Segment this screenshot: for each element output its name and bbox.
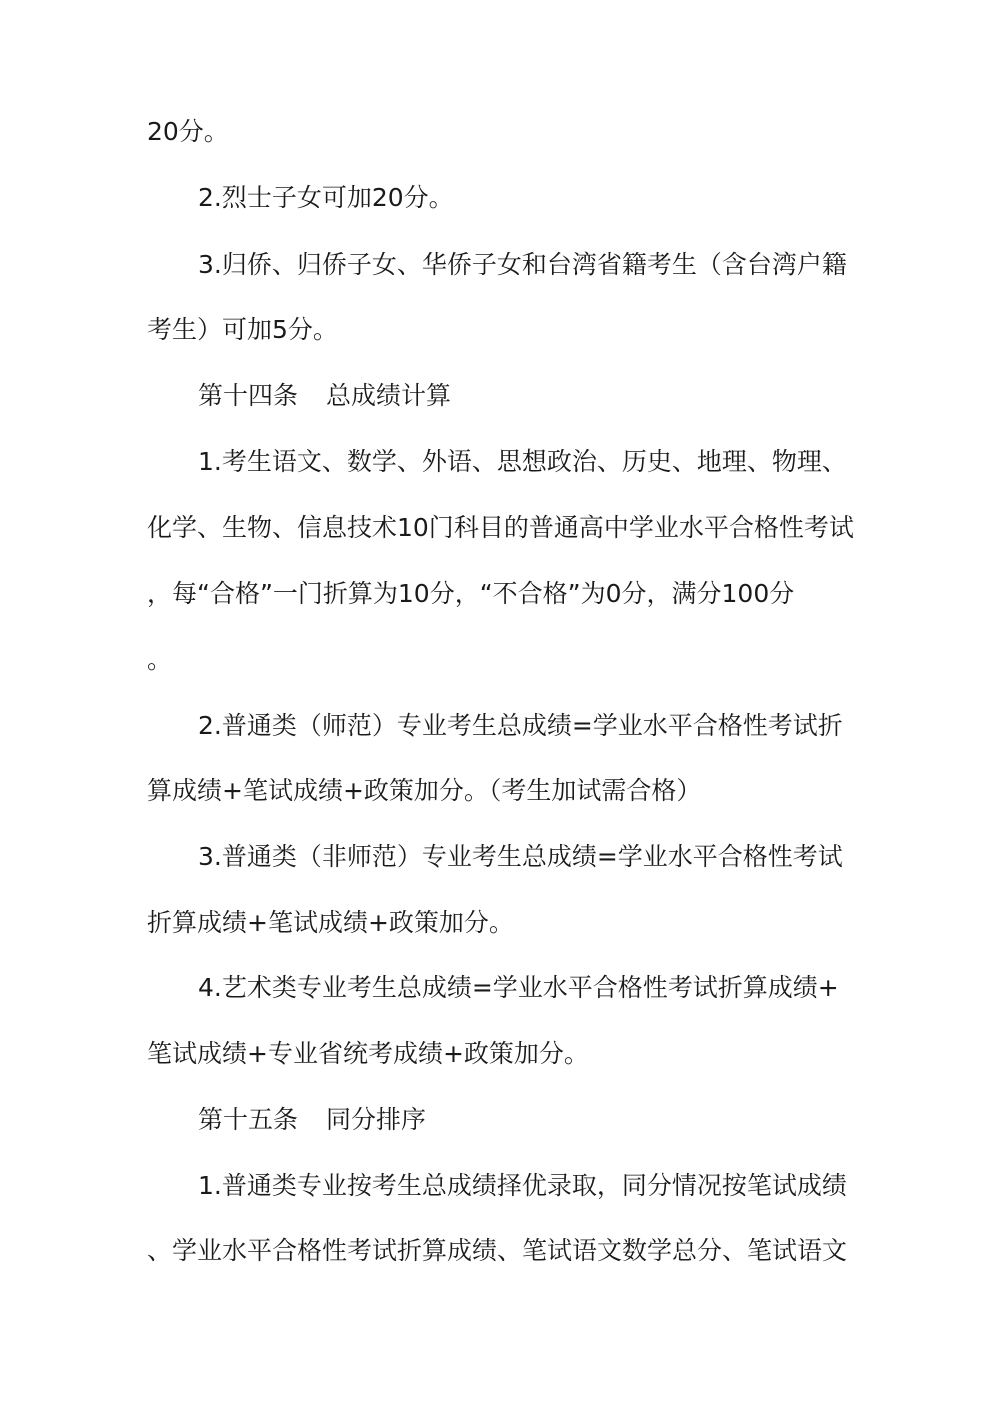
paragraph-line: 算成绩+笔试成绩+政策加分。（考生加试需合格）: [147, 776, 702, 805]
article-14-title: 总成绩计算: [326, 381, 452, 410]
paragraph-line: 折算成绩+笔试成绩+政策加分。: [147, 908, 514, 937]
paragraph-line: 考生）可加5分。: [147, 315, 338, 344]
paragraph-line: 20分。: [147, 117, 229, 146]
article-15-title: 同分排序: [326, 1105, 427, 1134]
paragraph-line: 化学、生物、信息技术10门科目的普通高中学业水平合格性考试: [147, 513, 854, 542]
paragraph-line: 1.普通类专业按考生总成绩择优录取，同分情况按笔试成绩: [198, 1171, 847, 1200]
paragraph-line: 笔试成绩+专业省统考成绩+政策加分。: [147, 1039, 589, 1068]
paragraph-line: 2.普通类（师范）专业考生总成绩=学业水平合格性考试折: [198, 711, 843, 740]
paragraph-line: 1.考生语文、数学、外语、思想政治、历史、地理、物理、: [198, 447, 847, 476]
paragraph-line: 。: [147, 645, 173, 674]
article-14-number: 第十四条: [198, 381, 299, 410]
paragraph-line: 、学业水平合格性考试折算成绩、笔试语文数学总分、笔试语文: [147, 1236, 848, 1265]
article-15-number: 第十五条: [198, 1105, 299, 1134]
paragraph-line: 3.归侨、归侨子女、华侨子女和台湾省籍考生（含台湾户籍: [198, 250, 847, 279]
article-15-heading: [198, 1103, 426, 1137]
paragraph-line: 2.烈士子女可加20分。: [198, 183, 454, 212]
paragraph-line: ，每“合格”一门折算为10分，“不合格”为0分，满分100分: [147, 579, 795, 608]
article-14-heading: [198, 379, 451, 413]
paragraph-line: 3.普通类（非师范）专业考生总成绩=学业水平合格性考试: [198, 842, 843, 871]
paragraph-line: 4.艺术类专业考生总成绩=学业水平合格性考试折算成绩+: [198, 973, 839, 1002]
